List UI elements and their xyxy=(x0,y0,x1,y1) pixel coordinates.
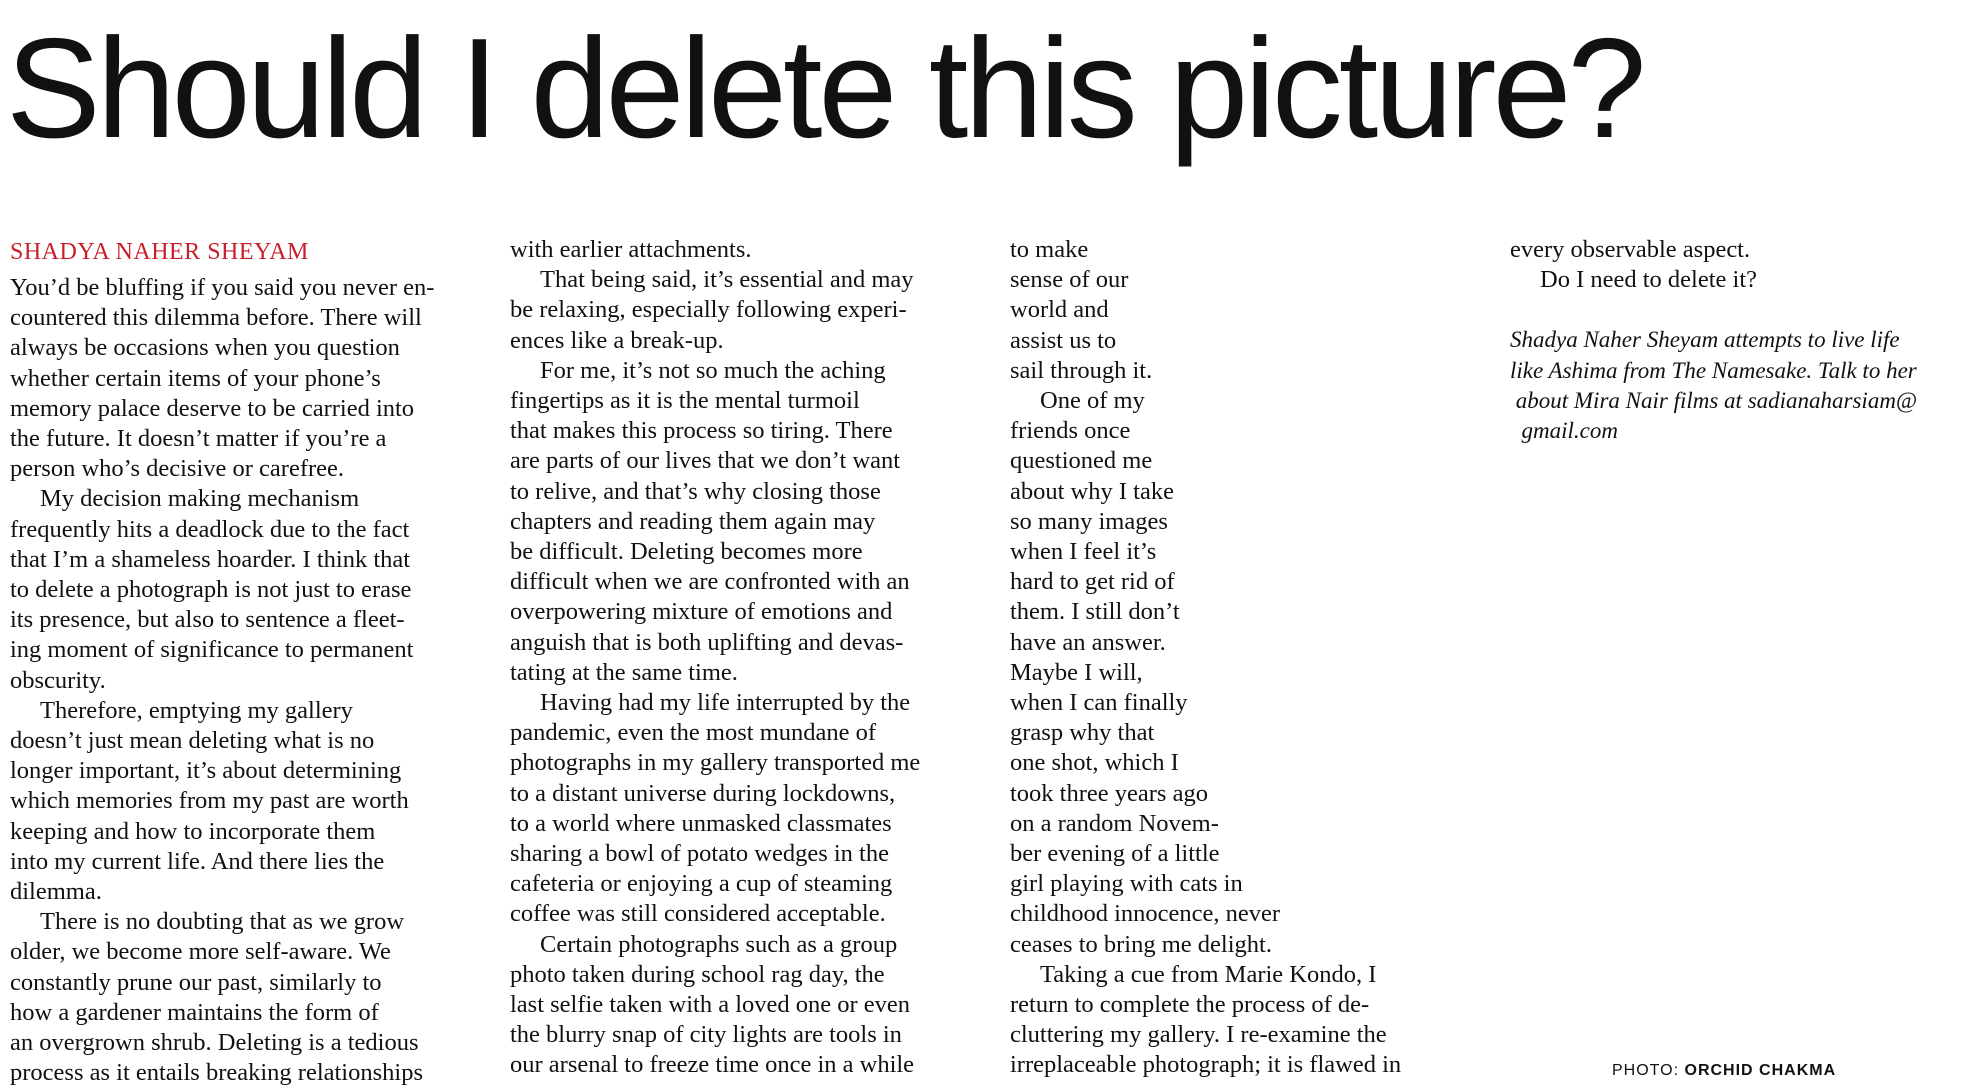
text-line: assist us to xyxy=(1010,326,1117,354)
column-body-2 xyxy=(510,235,972,1081)
text-line: memory palace deserve to be carried into xyxy=(10,394,415,422)
text-line: friends once xyxy=(1010,417,1131,445)
text-line: our arsenal to freeze time once in a while xyxy=(510,1051,915,1079)
text-line: Having had my life interrupted by the xyxy=(540,689,911,717)
text-line: how a gardener maintains the form of xyxy=(10,998,379,1026)
text-line: constantly prune our past, similarly to xyxy=(10,968,382,996)
text-line: childhood innocence, never xyxy=(1010,900,1281,928)
text-line: questioned me xyxy=(1010,447,1153,475)
text-line: return to complete the process of de- xyxy=(1010,991,1370,1019)
text-line: ceases to bring me delight. xyxy=(1010,930,1272,958)
text-line: hard to get rid of xyxy=(1010,568,1175,596)
text-line: irreplaceable photograph; it is flawed in xyxy=(1010,1051,1402,1079)
text-line: sharing a bowl of potato wedges in the xyxy=(510,840,889,868)
text-line: overpowering mixture of emotions and xyxy=(510,598,893,626)
photo-credit xyxy=(1612,1062,1836,1080)
bio-line: like Ashima from The Namesake. Talk to her xyxy=(1510,357,1917,383)
text-line: frequently hits a deadlock due to the fact xyxy=(10,515,410,543)
text-line: doesn’t just mean deleting what is no xyxy=(10,727,375,755)
text-line: photo taken during school rag day, the xyxy=(510,960,885,988)
article-column-3 xyxy=(1010,235,1450,1081)
text-line: My decision making mechanism xyxy=(40,485,360,513)
text-line: sense of our xyxy=(1010,266,1129,294)
text-line: its presence, but also to sentence a fleet- xyxy=(10,606,405,634)
text-line: older, we become more self-aware. We xyxy=(10,938,391,966)
text-line: when I can finally xyxy=(1010,689,1188,717)
text-line: tating at the same time. xyxy=(510,658,738,686)
text-line: coffee was still considered acceptable. xyxy=(510,900,886,928)
text-line: about why I take xyxy=(1010,477,1174,505)
text-line: girl playing with cats in xyxy=(1010,870,1243,898)
photographer-name: ORCHID CHAKMA xyxy=(1684,1062,1837,1079)
text-line: when I feel it’s xyxy=(1010,538,1157,566)
text-line: to relive, and that’s why closing those xyxy=(510,477,881,505)
spacer xyxy=(1510,295,1970,325)
text-line: countered this dilemma before. There will xyxy=(10,304,422,332)
column-body-3 xyxy=(1010,235,1450,1081)
text-line: photographs in my gallery transported me xyxy=(510,749,921,777)
text-line: For me, it’s not so much the aching xyxy=(540,356,886,384)
text-line: whether certain items of your phone’s xyxy=(10,364,381,392)
photo-credit-label: PHOTO: xyxy=(1612,1062,1680,1079)
text-line: that makes this process so tiring. There xyxy=(510,417,893,445)
text-line: fingertips as it is the mental turmoil xyxy=(510,387,860,415)
text-line: difficult when we are confronted with an xyxy=(510,568,910,596)
text-line: grasp why that xyxy=(1010,719,1155,747)
text-line: One of my xyxy=(1040,387,1145,415)
bio-line: Shadya Naher Sheyam attempts to live life xyxy=(1510,327,1900,353)
text-line: every observable aspect. xyxy=(1510,236,1751,263)
text-line: Certain photographs such as a group xyxy=(540,930,898,958)
text-line: chapters and reading them again may xyxy=(510,507,876,535)
column-body-1 xyxy=(10,273,472,1088)
text-line: took three years ago xyxy=(1010,779,1208,807)
text-line: with earlier attachments. xyxy=(510,236,752,263)
text-line: That being said, it’s essential and may xyxy=(540,266,914,294)
text-line: person who’s decisive or carefree. xyxy=(10,455,345,483)
text-line: them. I still don’t xyxy=(1010,598,1180,626)
text-line: that I’m a shameless hoarder. I think that xyxy=(10,545,411,573)
text-line: dilemma. xyxy=(10,878,102,906)
headline: Should I delete this picture? xyxy=(6,9,1643,168)
article-column-2 xyxy=(510,235,972,1081)
text-line: to make xyxy=(1010,236,1089,263)
author-bio xyxy=(1510,325,1970,446)
article-column-1 xyxy=(10,235,472,1088)
text-line: so many images xyxy=(1010,507,1168,535)
text-line: be difficult. Deleting becomes more xyxy=(510,538,863,566)
text-line: pandemic, even the most mundane of xyxy=(510,719,877,747)
text-line: ing moment of significance to permanent xyxy=(10,636,414,664)
text-line: Do I need to delete it? xyxy=(1540,266,1758,294)
text-line: have an answer. xyxy=(1010,628,1166,656)
text-line: the blurry snap of city lights are tools in xyxy=(510,1021,902,1049)
text-line: on a random Novem- xyxy=(1010,809,1219,837)
text-line: ber evening of a little xyxy=(1010,840,1220,868)
text-line: the future. It doesn’t matter if you’re a xyxy=(10,425,387,453)
text-line: Maybe I will, xyxy=(1010,658,1143,686)
text-line: to delete a photograph is not just to erase xyxy=(10,576,412,604)
text-line: Therefore, emptying my gallery xyxy=(40,696,353,724)
bio-line: gmail.com xyxy=(1510,418,1618,444)
text-line: keeping and how to incorporate them xyxy=(10,817,376,845)
text-line: an overgrown shrub. Deleting is a tedious xyxy=(10,1029,419,1057)
text-line: into my current life. And there lies the xyxy=(10,847,385,875)
text-line: cluttering my gallery. I re-examine the xyxy=(1010,1021,1387,1049)
text-line: ences like a break-up. xyxy=(510,326,724,354)
text-line: to a world where unmasked classmates xyxy=(510,809,892,837)
column-body-4 xyxy=(1510,235,1970,295)
text-line: always be occasions when you question xyxy=(10,334,400,362)
text-line: be relaxing, especially following experi- xyxy=(510,296,907,324)
text-line: longer important, it’s about determining xyxy=(10,757,402,785)
article-column-4 xyxy=(1510,235,1970,446)
text-line: to a distant universe during lockdowns, xyxy=(510,779,896,807)
text-line: which memories from my past are worth xyxy=(10,787,409,815)
text-line: obscurity. xyxy=(10,666,106,694)
text-line: sail through it. xyxy=(1010,356,1153,384)
text-line: anguish that is both uplifting and devas- xyxy=(510,628,904,656)
text-line: cafeteria or enjoying a cup of steaming xyxy=(510,870,893,898)
text-line: process as it entails breaking relationships xyxy=(10,1059,423,1087)
text-line: Taking a cue from Marie Kondo, I xyxy=(1040,960,1377,988)
text-line: There is no doubting that as we grow xyxy=(40,908,405,936)
text-line: are parts of our lives that we don’t want xyxy=(510,447,901,475)
text-line: world and xyxy=(1010,296,1109,324)
byline: SHADYA NAHER SHEYAM xyxy=(10,239,309,265)
bio-line: about Mira Nair films at sadianaharsiam@ xyxy=(1510,387,1918,413)
text-line: last selfie taken with a loved one or even xyxy=(510,991,911,1019)
text-line: one shot, which I xyxy=(1010,749,1179,777)
text-line: You’d be bluffing if you said you never en- xyxy=(10,274,435,301)
